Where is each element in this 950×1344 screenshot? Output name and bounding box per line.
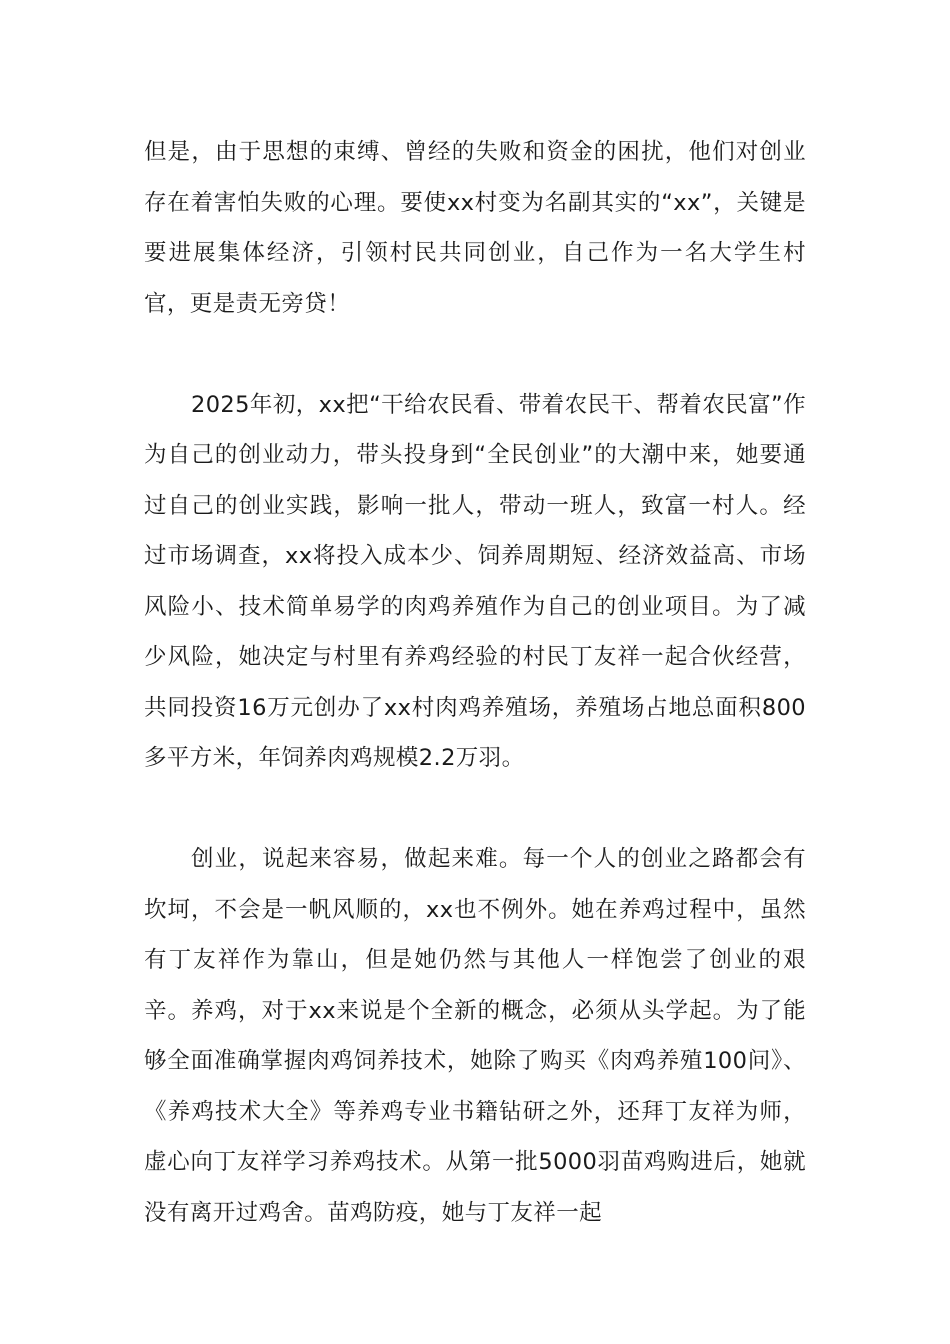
paragraph-1: 但是，由于思想的束缚、曾经的失败和资金的困扰，他们对创业存在着害怕失败的心理。要使xx村变为名副其实的“xx”，关键是要进展集体经济，引领村民共同创业，自己作为一名大学生村官，更是责无旁贷！	[144, 139, 806, 317]
paragraph-2: 2025年初，xx把“干给农民看、带着农民干、帮着农民富”作为自己的创业动力，带头投身到“全民创业”的大潮中来，她要通过自己的创业实践，影响一批人，带动一班人，致富一村人。经过市场调查，xx将投入成本少、饲养周期短、经济效益高、市场风险小、技术简单易学的肉鸡养殖作为自己的创业项目。为了减少风险，她决定与村里有养鸡经验的村民丁友祥一起合伙经营，共同投资16万元创办了xx村肉鸡养殖场，养殖场占地总面积800多平方米，年饲养肉鸡规模2.2万羽。	[144, 391, 806, 771]
paragraph-3: 创业，说起来容易，做起来难。每一个人的创业之路都会有坎坷，不会是一帆风顺的，xx也不例外。她在养鸡过程中，虽然有丁友祥作为靠山，但是她仍然与其他人一样饱尝了创业的艰辛。养鸡，对于xx来说是个全新的概念，必须从头学起。为了能够全面准确掌握肉鸡饲养技术，她除了购买《肉鸡养殖100问》、《养鸡技术大全》等养鸡专业书籍钻研之外，还拜丁友祥为师，虚心向丁友祥学习养鸡技术。从第一批5000羽苗鸡购进后，她就没有离开过鸡舍。苗鸡防疫，她与丁友祥一起	[144, 846, 806, 1226]
document-body	[144, 127, 806, 1238]
